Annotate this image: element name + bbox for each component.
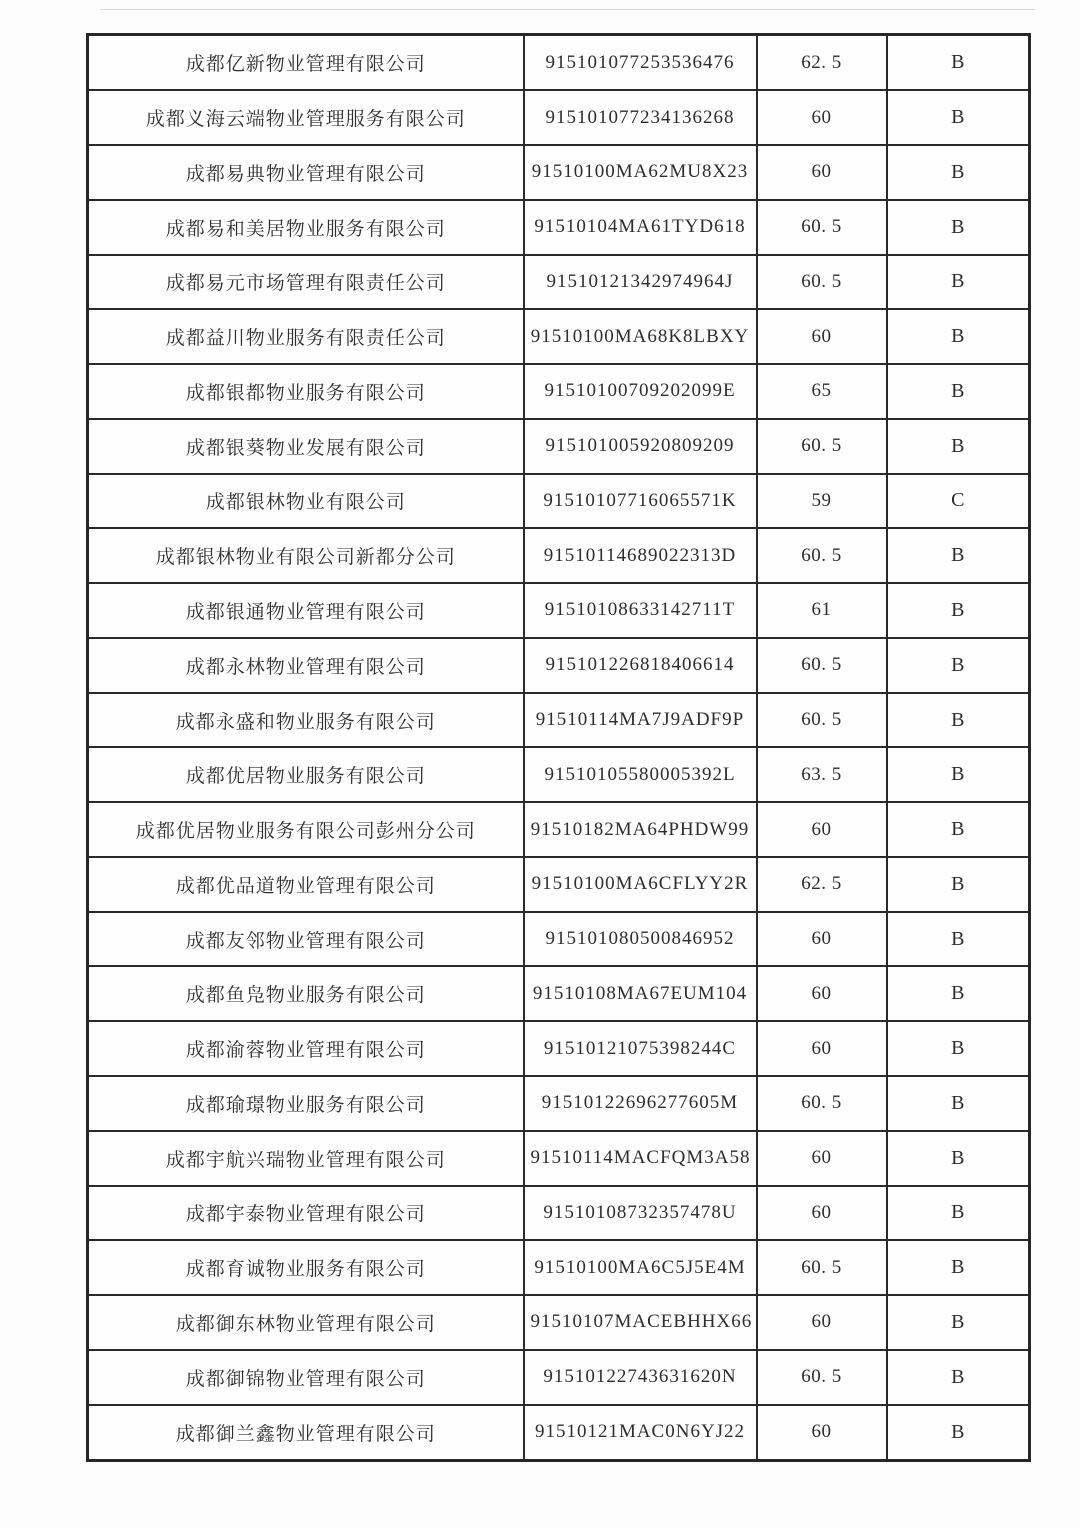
cell-code: 91510107MACEBHHX66 <box>524 1295 757 1350</box>
cell-company: 成都优居物业服务有限公司 <box>88 747 524 802</box>
cell-code: 91510108633142711T <box>524 583 757 638</box>
cell-score: 60. 5 <box>757 693 887 748</box>
cell-grade: B <box>887 912 1030 967</box>
cell-grade: B <box>887 1405 1030 1461</box>
cell-grade: B <box>887 309 1030 364</box>
cell-score: 60 <box>757 1405 887 1461</box>
cell-company: 成都宇泰物业管理有限公司 <box>88 1186 524 1241</box>
cell-score: 60 <box>757 90 887 145</box>
cell-company: 成都友邻物业管理有限公司 <box>88 912 524 967</box>
cell-code: 91510100MA6CFLYY2R <box>524 857 757 912</box>
cell-score: 65 <box>757 364 887 419</box>
cell-company: 成都易和美居物业服务有限公司 <box>88 200 524 255</box>
cell-code: 915101080500846952 <box>524 912 757 967</box>
cell-grade: B <box>887 200 1030 255</box>
cell-company: 成都御兰鑫物业管理有限公司 <box>88 1405 524 1461</box>
table-row <box>88 1021 1030 1076</box>
cell-company: 成都渝蓉物业管理有限公司 <box>88 1021 524 1076</box>
cell-code: 915101077234136268 <box>524 90 757 145</box>
cell-company: 成都银通物业管理有限公司 <box>88 583 524 638</box>
cell-grade: B <box>887 802 1030 857</box>
cell-score: 60 <box>757 1186 887 1241</box>
cell-score: 60 <box>757 1295 887 1350</box>
cell-code: 91510121342974964J <box>524 255 757 310</box>
table-row <box>88 912 1030 967</box>
table-row <box>88 1240 1030 1295</box>
cell-grade: B <box>887 1186 1030 1241</box>
cell-grade: B <box>887 1131 1030 1186</box>
cell-company: 成都优居物业服务有限公司彭州分公司 <box>88 802 524 857</box>
table-row <box>88 364 1030 419</box>
cell-score: 60. 5 <box>757 419 887 474</box>
table-row <box>88 583 1030 638</box>
previous-row-remnant-line <box>100 9 1035 10</box>
cell-score: 60. 5 <box>757 528 887 583</box>
cell-code: 91510121MAC0N6YJ22 <box>524 1405 757 1461</box>
table-row <box>88 802 1030 857</box>
table-row <box>88 1186 1030 1241</box>
property-company-rating-table <box>86 33 1031 1462</box>
rating-table-body <box>88 35 1030 1461</box>
table-row <box>88 35 1030 91</box>
table-row <box>88 1295 1030 1350</box>
cell-grade: B <box>887 583 1030 638</box>
cell-code: 91510121075398244C <box>524 1021 757 1076</box>
cell-score: 60. 5 <box>757 255 887 310</box>
cell-code: 91510100MA68K8LBXY <box>524 309 757 364</box>
cell-code: 91510104MA61TYD618 <box>524 200 757 255</box>
table-row <box>88 638 1030 693</box>
cell-score: 60 <box>757 1021 887 1076</box>
cell-code: 915101226818406614 <box>524 638 757 693</box>
cell-company: 成都银葵物业发展有限公司 <box>88 419 524 474</box>
cell-score: 60 <box>757 145 887 200</box>
cell-grade: B <box>887 364 1030 419</box>
cell-grade: B <box>887 145 1030 200</box>
cell-grade: B <box>887 1295 1030 1350</box>
cell-code: 91510108MA67EUM104 <box>524 966 757 1021</box>
cell-grade: B <box>887 857 1030 912</box>
cell-company: 成都银林物业有限公司 <box>88 474 524 529</box>
cell-score: 60. 5 <box>757 1350 887 1405</box>
cell-grade: B <box>887 966 1030 1021</box>
cell-grade: B <box>887 419 1030 474</box>
cell-grade: B <box>887 255 1030 310</box>
table-row <box>88 419 1030 474</box>
cell-company: 成都永林物业管理有限公司 <box>88 638 524 693</box>
cell-score: 59 <box>757 474 887 529</box>
cell-score: 60. 5 <box>757 638 887 693</box>
cell-code: 91510100MA6C5J5E4M <box>524 1240 757 1295</box>
table-row <box>88 1076 1030 1131</box>
cell-grade: B <box>887 1350 1030 1405</box>
cell-grade: B <box>887 1021 1030 1076</box>
cell-company: 成都御锦物业管理有限公司 <box>88 1350 524 1405</box>
cell-company: 成都亿新物业管理有限公司 <box>88 35 524 91</box>
cell-code: 91510107716065571K <box>524 474 757 529</box>
table-row <box>88 1350 1030 1405</box>
cell-grade: B <box>887 638 1030 693</box>
cell-company: 成都永盛和物业服务有限公司 <box>88 693 524 748</box>
cell-code: 91510182MA64PHDW99 <box>524 802 757 857</box>
cell-score: 60 <box>757 912 887 967</box>
cell-grade: B <box>887 90 1030 145</box>
cell-grade: B <box>887 528 1030 583</box>
cell-score: 60 <box>757 802 887 857</box>
cell-company: 成都鱼凫物业服务有限公司 <box>88 966 524 1021</box>
cell-code: 91510105580005392L <box>524 747 757 802</box>
table-row <box>88 309 1030 364</box>
cell-grade: B <box>887 1240 1030 1295</box>
cell-company: 成都宇航兴瑞物业管理有限公司 <box>88 1131 524 1186</box>
table-row <box>88 255 1030 310</box>
cell-company: 成都银都物业服务有限公司 <box>88 364 524 419</box>
cell-score: 61 <box>757 583 887 638</box>
cell-score: 60. 5 <box>757 1240 887 1295</box>
cell-code: 915101077253536476 <box>524 35 757 91</box>
table-row <box>88 857 1030 912</box>
cell-code: 91510122743631620N <box>524 1350 757 1405</box>
cell-company: 成都义海云端物业管理服务有限公司 <box>88 90 524 145</box>
cell-code: 915101005920809209 <box>524 419 757 474</box>
table-row <box>88 145 1030 200</box>
cell-code: 91510108732357478U <box>524 1186 757 1241</box>
cell-company: 成都益川物业服务有限责任公司 <box>88 309 524 364</box>
cell-company: 成都银林物业有限公司新都分公司 <box>88 528 524 583</box>
cell-grade: B <box>887 747 1030 802</box>
cell-score: 60. 5 <box>757 200 887 255</box>
table-row <box>88 90 1030 145</box>
cell-score: 60 <box>757 1131 887 1186</box>
cell-grade: B <box>887 35 1030 91</box>
cell-code: 91510100MA62MU8X23 <box>524 145 757 200</box>
cell-code: 91510122696277605M <box>524 1076 757 1131</box>
table-row <box>88 474 1030 529</box>
cell-company: 成都御东林物业管理有限公司 <box>88 1295 524 1350</box>
table-row <box>88 200 1030 255</box>
cell-grade: C <box>887 474 1030 529</box>
cell-score: 60 <box>757 309 887 364</box>
cell-code: 91510114MACFQM3A58 <box>524 1131 757 1186</box>
cell-grade: B <box>887 693 1030 748</box>
cell-code: 91510100709202099E <box>524 364 757 419</box>
cell-company: 成都易典物业管理有限公司 <box>88 145 524 200</box>
cell-score: 62. 5 <box>757 857 887 912</box>
cell-company: 成都易元市场管理有限责任公司 <box>88 255 524 310</box>
cell-grade: B <box>887 1076 1030 1131</box>
table-row <box>88 747 1030 802</box>
table-row <box>88 966 1030 1021</box>
cell-score: 63. 5 <box>757 747 887 802</box>
cell-score: 60 <box>757 966 887 1021</box>
cell-company: 成都瑜璟物业服务有限公司 <box>88 1076 524 1131</box>
cell-company: 成都优品道物业管理有限公司 <box>88 857 524 912</box>
cell-code: 91510114689022313D <box>524 528 757 583</box>
table-row <box>88 1405 1030 1461</box>
cell-score: 60. 5 <box>757 1076 887 1131</box>
table-row <box>88 1131 1030 1186</box>
cell-code: 91510114MA7J9ADF9P <box>524 693 757 748</box>
cell-company: 成都育诚物业服务有限公司 <box>88 1240 524 1295</box>
table-row <box>88 528 1030 583</box>
table-row <box>88 693 1030 748</box>
cell-score: 62. 5 <box>757 35 887 91</box>
